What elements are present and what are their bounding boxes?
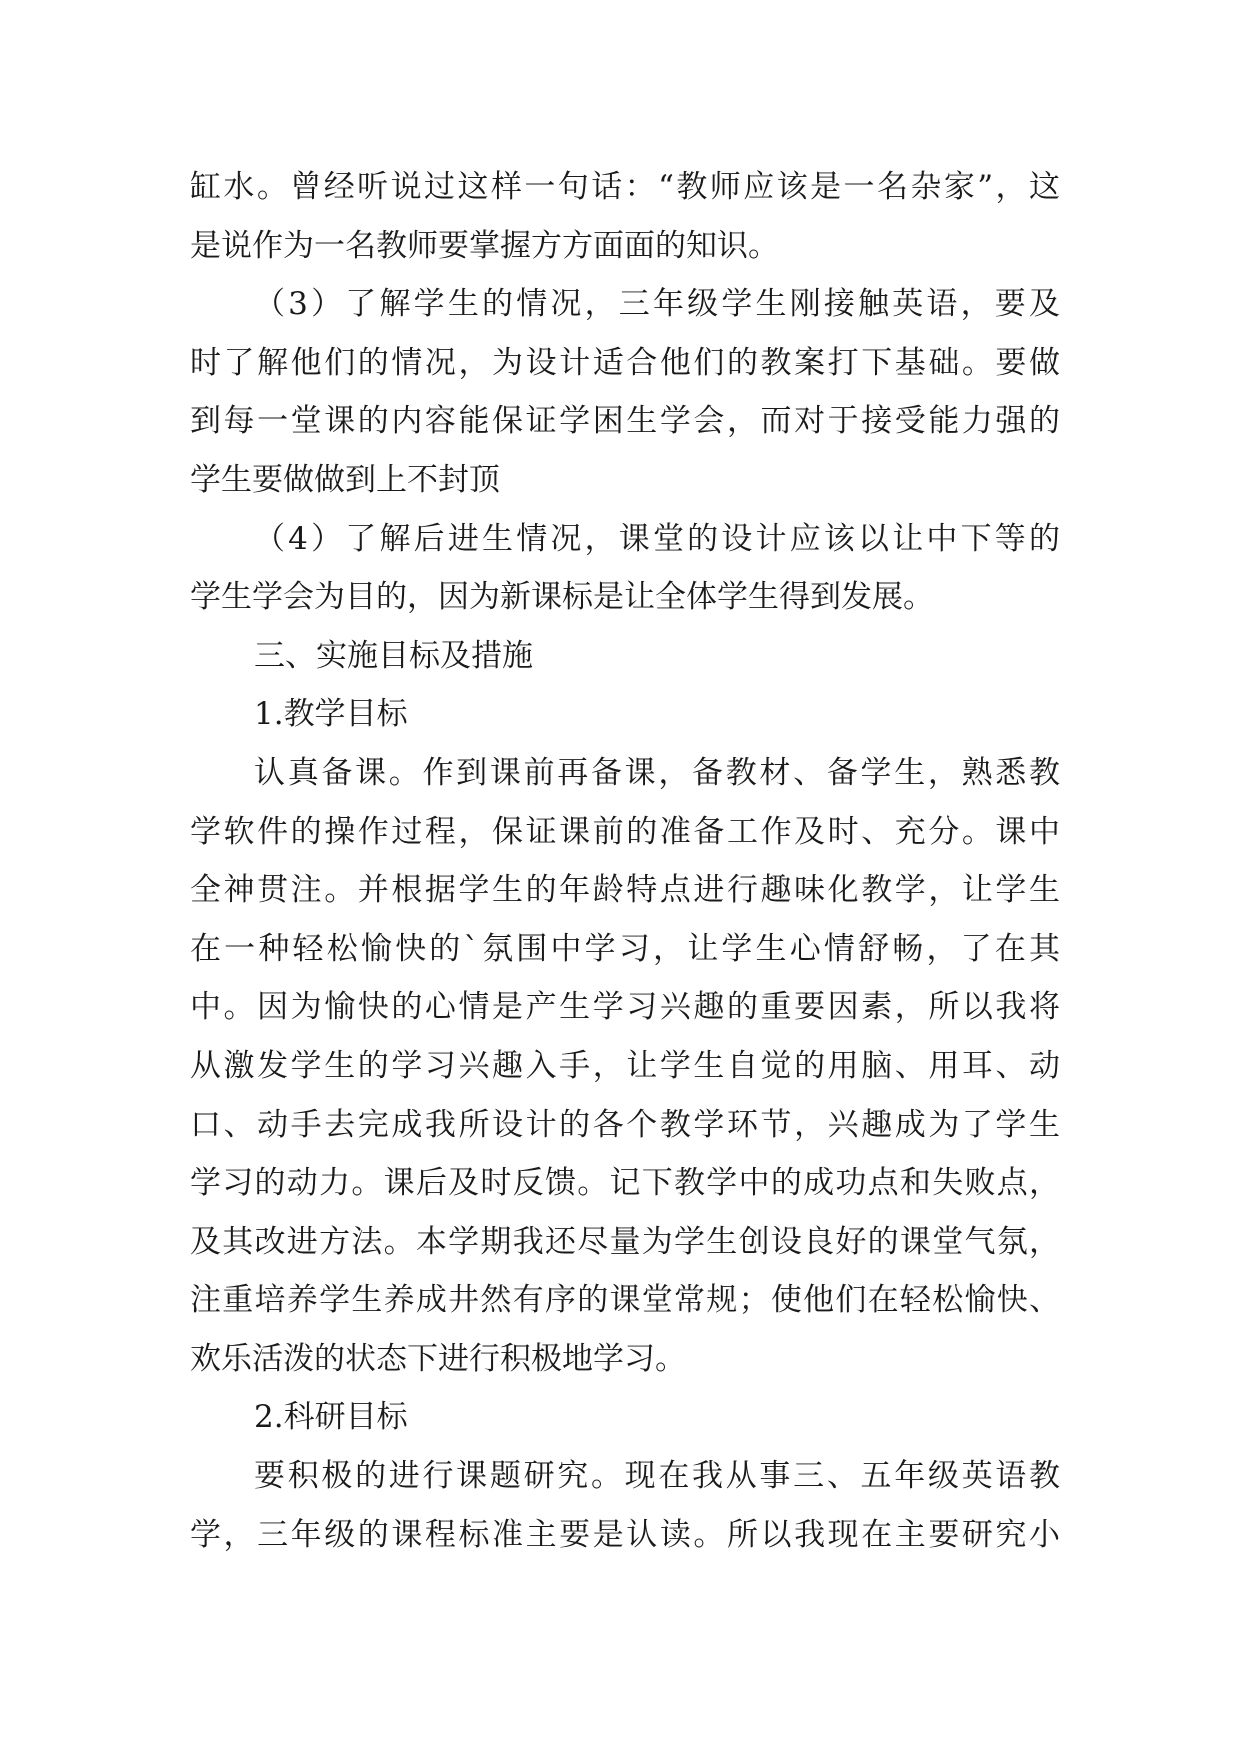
text-line: 学软件的操作过程，保证课前的准备工作及时、充分。课中	[190, 813, 1060, 850]
text-line: 要积极的进行课题研究。现在我从事三、五年级英语教	[254, 1458, 1060, 1495]
text-line: 是说作为一名教师要掌握方方面面的知识。	[190, 227, 779, 264]
text-line: 缸水。曾经听说过这样一句话：“教师应该是一名杂家”，这	[190, 169, 1060, 205]
text-line: 学生学会为目的，因为新课标是让全体学生得到发展。	[190, 579, 934, 616]
text-line: 注重培养学生养成井然有序的课堂常规；使他们在轻松愉快、	[190, 1282, 1060, 1319]
text-line: 从激发学生的学习兴趣入手，让学生自觉的用脑、用耳、动	[190, 1047, 1060, 1084]
text-line: 全神贯注。并根据学生的年龄特点进行趣味化教学，让学生	[190, 872, 1060, 909]
text-line: 时了解他们的情况，为设计适合他们的教案打下基础。要做	[190, 344, 1060, 381]
text-line: 三、实施目标及措施	[254, 637, 533, 674]
text-line: 及其改进方法。本学期我还尽量为学生创设良好的课堂气氛，	[190, 1223, 1060, 1260]
text-line: 学，三年级的课程标准主要是认读。所以我现在主要研究小	[190, 1516, 1060, 1553]
text-line: 中。因为愉快的心情是产生学习兴趣的重要因素，所以我将	[190, 989, 1060, 1026]
text-line: 口、动手去完成我所设计的各个教学环节，兴趣成为了学生	[190, 1106, 1060, 1143]
text-line: 学习的动力。课后及时反馈。记下教学中的成功点和失败点，	[190, 1165, 1060, 1202]
text-line: 学生要做做到上不封顶	[190, 461, 500, 498]
text-line: 到每一堂课的内容能保证学困生学会，而对于接受能力强的	[190, 403, 1060, 440]
text-line: 认真备课。作到课前再备课，备教材、备学生，熟悉教	[254, 754, 1060, 791]
body-text	[190, 158, 1060, 1564]
text-line: （3）了解学生的情况，三年级学生刚接触英语，要及	[254, 286, 1060, 323]
text-line: （4）了解后进生情况，课堂的设计应该以让中下等的	[254, 520, 1060, 557]
text-line: 2.科研目标	[254, 1399, 408, 1436]
text-line: 1.教学目标	[254, 696, 408, 733]
text-line: 在一种轻松愉快的`氛围中学习，让学生心情舒畅，了在其	[190, 930, 1060, 967]
text-line: 欢乐活泼的状态下进行积极地学习。	[190, 1340, 686, 1377]
